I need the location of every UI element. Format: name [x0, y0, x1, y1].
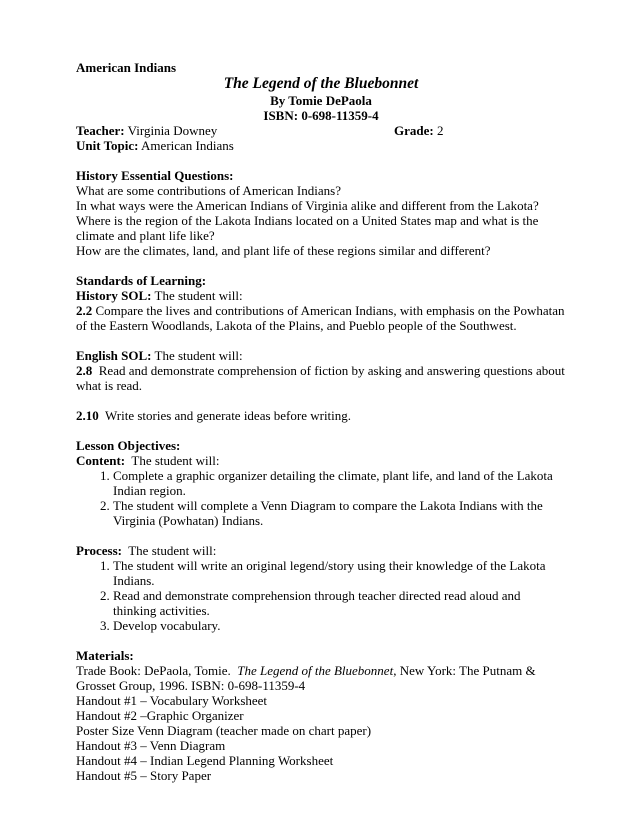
unit-topic-line: Unit Topic: American Indians: [76, 138, 234, 153]
grade-line: Grade: 2: [394, 123, 444, 138]
list-item: 2. The student will complete a Venn Diagram to compare the Lakota Indians with the Virginia (Powhatan) Indians.: [113, 498, 566, 528]
list-item: 2. Read and demonstrate comprehension through teacher directed read aloud and thinking activities.: [113, 588, 566, 618]
material-item: Handout #5 – Story Paper: [76, 768, 212, 783]
english-sol-line: English SOL: The student will:: [76, 348, 243, 363]
question-item: In what ways were the American Indians of Virginia alike and different from the Lakota?: [76, 198, 539, 213]
trade-book-citation: Trade Book: DePaola, Tomie. The Legend of the Bluebonnet, New York: The Putnam & Grosset Group, 1996. ISBN: 0-698-11359-4: [76, 663, 536, 693]
question-item: How are the climates, land, and plant life of these regions similar and different?: [76, 243, 491, 258]
material-item: Poster Size Venn Diagram (teacher made on chart paper): [76, 723, 372, 738]
book-isbn: ISBN: 0-698-11359-4: [263, 108, 379, 123]
material-item: Handout #4 – Indian Legend Planning Worksheet: [76, 753, 334, 768]
teacher-grade-row: [76, 123, 566, 138]
content-objectives-list: [76, 468, 566, 528]
material-item: Handout #3 – Venn Diagram: [76, 738, 226, 753]
history-sol-line: History SOL: The student will:: [76, 288, 243, 303]
list-item: 1. The student will write an original legend/story using their knowledge of the Lakota Indians.: [113, 558, 566, 588]
content-line: Content: The student will:: [76, 453, 220, 468]
book-author: By Tomie DePaola: [270, 93, 372, 108]
english-sol-standard-1: 2.8 Read and demonstrate comprehension of fiction by asking and answering questions about what is read.: [76, 363, 565, 393]
materials-heading: Materials:: [76, 648, 134, 663]
questions-heading: History Essential Questions:: [76, 168, 234, 183]
subject-heading: American Indians: [76, 60, 177, 75]
question-item: What are some contributions of American Indians?: [76, 183, 341, 198]
teacher-line: Teacher: Virginia Downey: [76, 123, 218, 138]
process-line: Process: The student will:: [76, 543, 217, 558]
standards-heading: Standards of Learning:: [76, 273, 207, 288]
book-title: The Legend of the Bluebonnet: [223, 75, 419, 92]
process-objectives-list: [76, 558, 566, 633]
objectives-heading: Lesson Objectives:: [76, 438, 181, 453]
document-content: [76, 60, 566, 783]
question-item: Where is the region of the Lakota Indians located on a United States map and what is the climate and plant life like?: [76, 213, 539, 243]
material-item: Handout #2 –Graphic Organizer: [76, 708, 244, 723]
english-sol-standard-2: 2.10 Write stories and generate ideas before writing.: [76, 408, 352, 423]
history-sol-standard: 2.2 Compare the lives and contributions of American Indians, with emphasis on the Powhatan of the Eastern Woodlands, Lakota of the Plains, and Pueblo people of the Southwest.: [76, 303, 565, 333]
material-item: Handout #1 – Vocabulary Worksheet: [76, 693, 268, 708]
list-item: 1. Complete a graphic organizer detailing the climate, plant life, and land of the Lakota Indian region.: [113, 468, 566, 498]
list-item: 3. Develop vocabulary.: [113, 618, 566, 633]
